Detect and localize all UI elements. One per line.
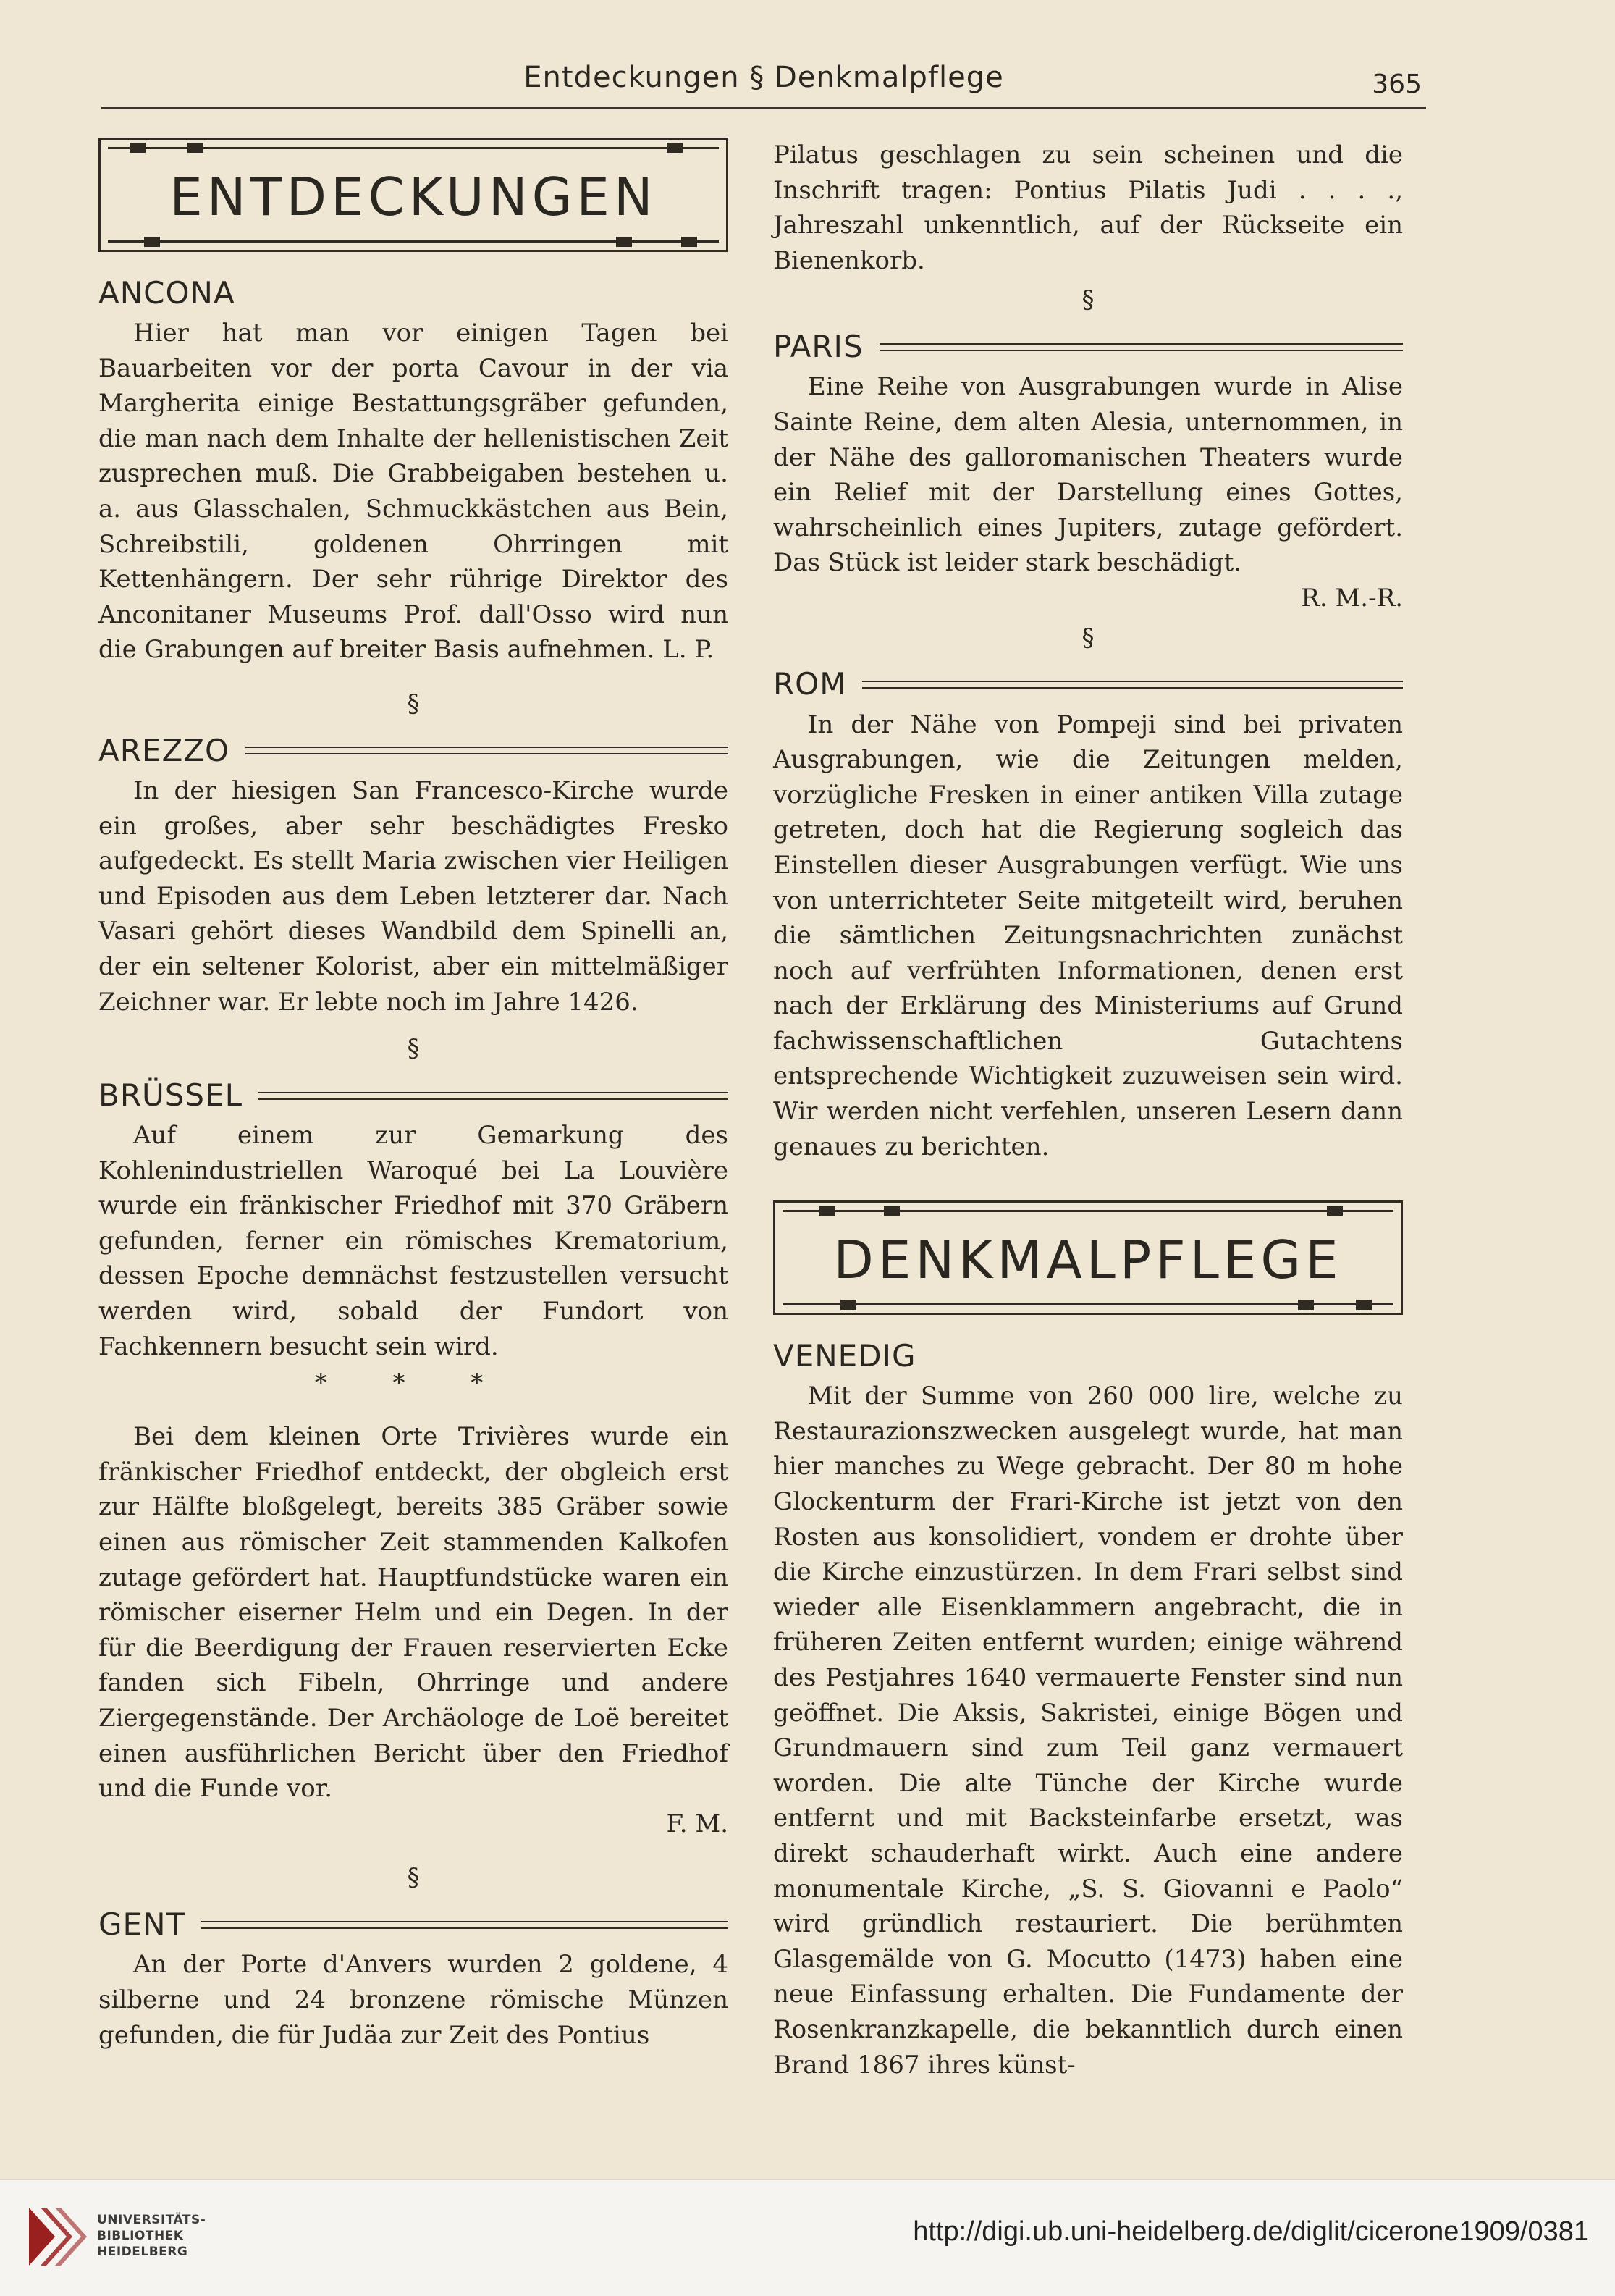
section-head-gent: [98, 1905, 728, 1944]
signature-bruessel: F. M.: [666, 1809, 728, 1838]
signature-ancona: L. P.: [662, 635, 714, 665]
banner-denkmalpflege: [773, 1200, 1403, 1315]
section-head-venedig: [773, 1337, 1403, 1376]
paragraph-ancona: [98, 316, 728, 668]
section-rule: [880, 343, 1403, 351]
library-name-line: UNIVERSITÄTS-: [97, 2213, 206, 2227]
banner-title: ENTDECKUNGEN: [169, 167, 657, 227]
paragraph-text: Hier hat man vor einigen Tagen bei Bauarbeiten vor der porta Cavour in der via Margherita einige Bestattungsgräber gefunden, die man nach dem Inhalte der hellenistischen Zeit zusprechen muß. Die Grabbeigaben bestehen u. a. aus Glasschalen, Schmuckkästchen aus Bein, Schreibstili, goldenen Ohrringen mit Kettenhängern. Der sehr rührige Direktor des Anconitaner Museums Prof. dall'Osso wird nun die Grabungen auf breiter Basis aufnehmen.: [98, 319, 728, 665]
library-footer: [0, 2179, 1615, 2296]
section-ornament: §: [407, 689, 420, 718]
paragraph-arezzo: In der hiesigen San Francesco-Kirche wurde ein großes, aber sehr beschädigtes Fresko aufgedeckt. Es stellt Maria zwischen vier Heiligen und Episoden aus dem Leben letzterer dar. Nach Vasari gehört dieses Wandbild dem Spinelli an, der ein seltener Kolorist, aber ein mittelmäßiger Zeichner war. Er lebte noch im Jahre 1426.: [98, 775, 728, 1017]
section-rule: [862, 681, 1403, 689]
paragraph-bruessel-2: [98, 1419, 728, 1807]
right-column: [773, 138, 1403, 2082]
section-ornament: §: [1081, 285, 1095, 315]
permalink-url[interactable]: http://digi.ub.uni-heidelberg.de/diglit/cicerone1909/0381: [913, 2216, 1589, 2247]
section-head-paris: [773, 327, 1403, 366]
banner-entdeckungen: [98, 138, 728, 252]
running-head: [101, 56, 1426, 109]
paragraph-bruessel-1: Auf einem zur Gemarkung des Kohlenindustriellen Waroqué bei La Louvière wurde ein fränkischer Friedhof mit 370 Gräbern gefunden, ferner ein römisches Krematorium, dessen Epoche demnächst festzustellen versucht werden wird, sobald der Fundort von Fachkennern besucht sein wird.: [98, 1121, 728, 1361]
library-name-line: BIBLIOTHEK: [97, 2229, 184, 2243]
section-title-paris: PARIS: [773, 329, 864, 365]
signature-paris: R. M.-R.: [1301, 583, 1403, 613]
banner-title: DENKMALPFLEGE: [833, 1229, 1343, 1291]
section-rule: [245, 747, 728, 754]
section-ornament: §: [407, 1863, 420, 1893]
paragraph-paris: Eine Reihe von Ausgrabungen wurde in Alise Sainte Reine, dem alten Alesia, unternommen, in der Nähe des galloromanischen Theaters wurde ein Relief mit der Darstellung eines Gottes, wahrscheinlich eines Jupiters, zutage gefördert. Das Stück ist leider stark beschädigt.: [773, 372, 1403, 578]
section-head-arezzo: [98, 731, 728, 770]
running-title: Entdeckungen § Denkmalpflege: [523, 61, 1004, 94]
section-head-rom: [773, 665, 1403, 705]
paragraph-gent: An der Porte d'Anvers wurden 2 goldene, 4 silberne und 24 bronzene römische Münzen gefunden, die für Judäa zur Zeit des Pontius: [98, 1950, 728, 2050]
section-title-venedig: VENEDIG: [773, 1337, 916, 1374]
library-name: [97, 2212, 206, 2260]
section-title-arezzo: AREZZO: [98, 732, 230, 768]
section-ornament: §: [1081, 623, 1095, 652]
paragraph-rom: In der Nähe von Pompeji sind bei privaten Ausgrabungen, wie die Zeitungen melden, vorzügliche Fresken in einer antiken Villa zutage getreten, doch hat die Regierung sogleich das Einstellen dieser Ausgrabungen verfügt. Wie uns von unterrichteter Seite mitgeteilt wird, beruhen die sämtlichen Zeitungsnachrichten zunächst noch auf verfrühten Informationen, denen erst nach der Erklärung des Ministeriums auf Grund fachwissenschaftlichen Gutachtens entsprechende Wichtigkeit zuzuweisen sein wird. Wir werden nicht verfehlen, unseren Lesern dann genaues zu berichten.: [773, 710, 1403, 1161]
section-title-gent: GENT: [98, 1906, 186, 1943]
paragraph-gent-continued: Pilatus geschlagen zu sein scheinen und die Inschrift tragen: Pontius Pilatis Judi . . . ., Jahreszahl unkenntlich, auf der Rückseite ein Bienenkorb.: [773, 140, 1403, 275]
section-title-rom: ROM: [773, 666, 847, 702]
section-rule: [201, 1921, 728, 1929]
asterisk-separator: * * *: [314, 1368, 513, 1398]
section-ornament: §: [407, 1034, 420, 1064]
section-title-ancona: ANCONA: [98, 274, 235, 311]
section-title-bruessel: BRÜSSEL: [98, 1077, 243, 1113]
page-number: 365: [1372, 70, 1422, 99]
left-column: [98, 138, 728, 2053]
paragraph-venedig: Mit der Summe von 260 000 lire, welche zu Restaurazionszwecken ausgelegt wurde, hat man hier manches zu Wege gebracht. Der 80 m hohe Glockenturm der Frari-Kirche ist jetzt von den Rosten aus konsolidiert, vondem er drohte über die Kirche einzustürzen. In dem Frari selbst sind wieder alle Eisenklammern angebracht, die in früheren Zeiten entfernt wurden; einige während des Pestjahres 1640 vermauerte Fenster sind nun geöffnet. Die Aksis, Sakristei, einige Bögen und Grundmauern sind zum Teil ganz vermauert worden. Die alte Tünche der Kirche wurde entfernt und mit Backsteinfarbe ersetzt, was direkt schauderhaft wirkt. Auch eine andere monumentale Kirche, „S. S. Giovanni e Paolo“ wird gründlich restauriert. Die berühmten Glasgemälde von G. Mocutto (1473) haben eine neue Einfassung erhalten. Die Fundamente der Rosenkranzkapelle, die bekanntlich durch einen Brand 1867 ihres künst-: [773, 1382, 1403, 2080]
paragraph-text: Bei dem kleinen Orte Trivières wurde ein fränkischer Friedhof entdeckt, der obgleich erst zur Hälfte bloßgelegt, bereits 385 Gräber sowie einen aus römischer Zeit stammenden Kalkofen zutage gefördert hat. Hauptfundstücke waren ein römischer eiserner Helm und ein Degen. In der für die Beerdigung der Frauen reservierten Ecke fanden sich Fibeln, Ohrringe und andere Ziergegenstände. Der Archäologe de Loë bereitet einen ausführlichen Bericht über den Friedhof und die Funde vor.: [98, 1422, 728, 1804]
library-name-line: HEIDELBERG: [97, 2245, 188, 2259]
section-head-ancona: [98, 274, 728, 313]
section-rule: [258, 1092, 728, 1100]
university-library-logo-icon: [22, 2202, 88, 2271]
section-head-bruessel: [98, 1076, 728, 1115]
